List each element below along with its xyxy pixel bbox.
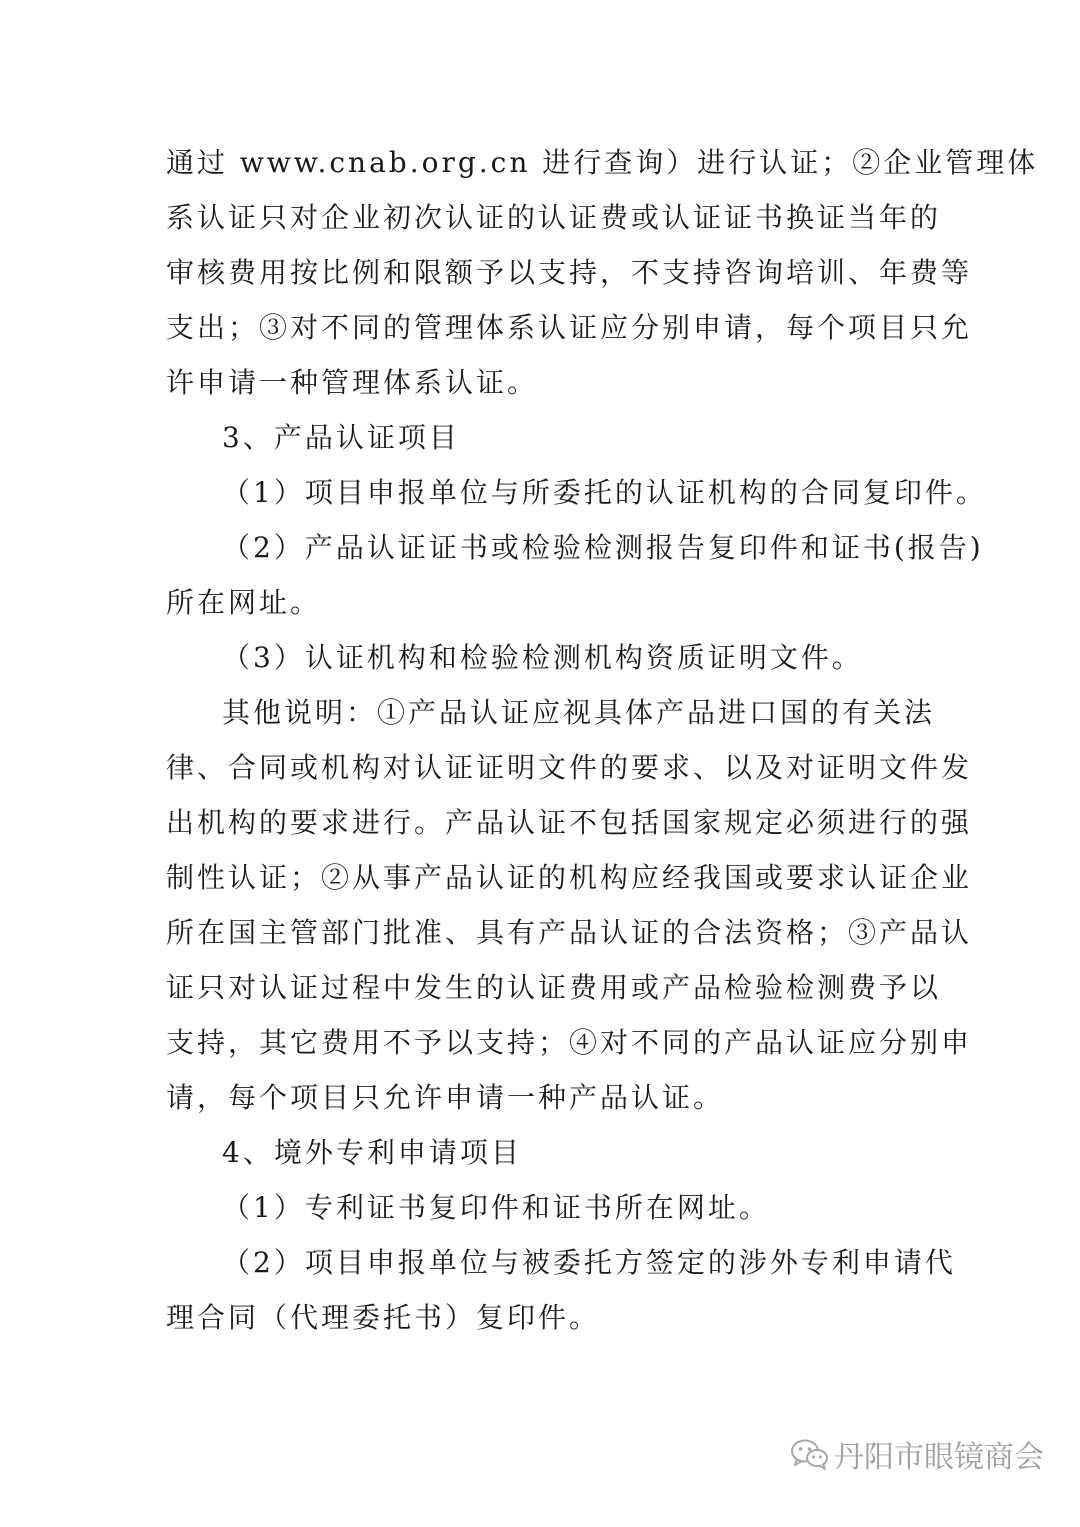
text-line: 出机构的要求进行。产品认证不包括国家规定必须进行的强 bbox=[166, 806, 973, 839]
wechat-icon bbox=[790, 1437, 830, 1471]
text-line: 制性认证；②从事产品认证的机构应经我国或要求认证企业 bbox=[166, 861, 973, 894]
text-line: （2）项目申报单位与被委托方签定的涉外专利申请代 bbox=[222, 1246, 956, 1279]
section-heading: 3、产品认证项目 bbox=[222, 421, 460, 454]
text-line: 律、合同或机构对认证证明文件的要求、以及对证明文件发 bbox=[166, 751, 973, 784]
text-line: 系认证只对企业初次认证的认证费或认证证书换证当年的 bbox=[166, 201, 942, 234]
text-line: 所在网址。 bbox=[166, 586, 322, 619]
text-line: （3）认证机构和检验检测机构资质证明文件。 bbox=[222, 641, 863, 674]
text-line: 通过 www.cnab.org.cn 进行查询）进行认证；②企业管理体 bbox=[166, 146, 1039, 179]
text-line: （2）产品认证证书或检验检测报告复印件和证书(报告) bbox=[222, 531, 984, 564]
watermark-text: 丹阳市眼镜商会 bbox=[834, 1440, 1044, 1475]
text-line: 支持，其它费用不予以支持；④对不同的产品认证应分别申 bbox=[166, 1026, 973, 1059]
watermark bbox=[790, 1432, 1044, 1476]
section-heading: 4、境外专利申请项目 bbox=[222, 1136, 522, 1169]
text-line: 证只对认证过程中发生的认证费用或产品检验检测费予以 bbox=[166, 971, 942, 1004]
text-line: 其他说明：①产品认证应视具体产品进口国的有关法 bbox=[222, 696, 936, 729]
text-line: 许申请一种管理体系认证。 bbox=[166, 366, 539, 399]
text-line: 支出；③对不同的管理体系认证应分别申请，每个项目只允 bbox=[166, 311, 973, 344]
text-line: 理合同（代理委托书）复印件。 bbox=[166, 1301, 601, 1334]
text-line: 请，每个项目只允许申请一种产品认证。 bbox=[166, 1081, 725, 1114]
text-line: （1）项目申报单位与所委托的认证机构的合同复印件。 bbox=[222, 476, 987, 509]
text-line: 所在国主管部门批准、具有产品认证的合法资格；③产品认 bbox=[166, 916, 973, 949]
text-line: （1）专利证书复印件和证书所在网址。 bbox=[222, 1191, 770, 1224]
text-line: 审核费用按比例和限额予以支持，不支持咨询培训、年费等 bbox=[166, 256, 973, 289]
